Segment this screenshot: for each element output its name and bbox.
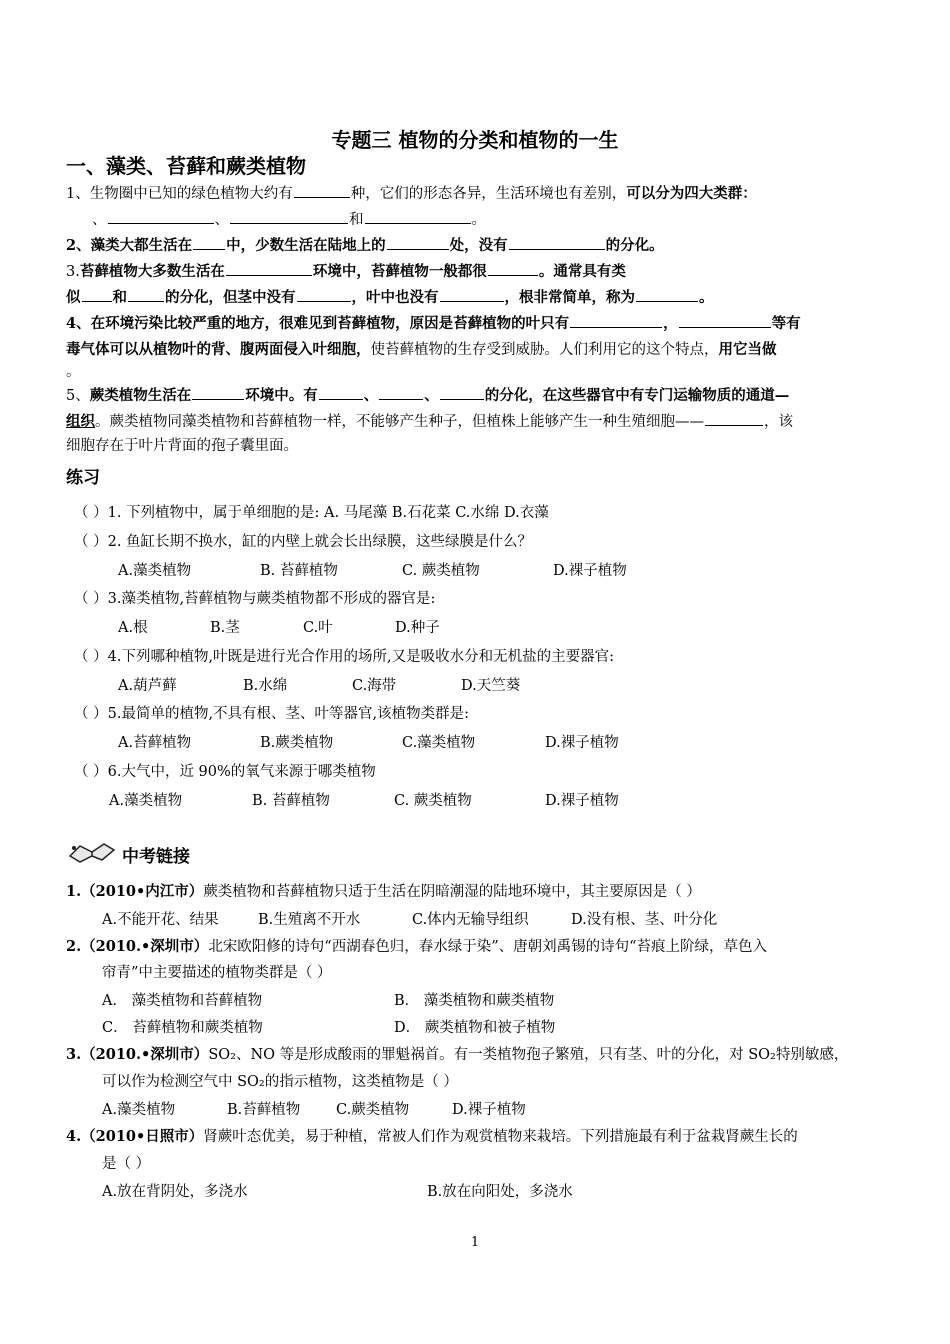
fill-line-3 <box>66 261 886 283</box>
source: 4.（2010•日照市） <box>66 1128 204 1145</box>
question-text: 北宋欧阳修的诗句“西湖春色归，春水绿于染”、唐朝刘禹锡的诗句“苔痕上阶绿，草色入 <box>208 939 768 955</box>
text: 和 <box>349 212 364 228</box>
text: 。 <box>471 212 486 228</box>
blank <box>365 209 471 224</box>
option: C. 蕨类植物 <box>402 563 480 579</box>
text: 用它当做 <box>718 341 777 358</box>
text: 等有 <box>771 315 801 332</box>
option: B.水绵 <box>243 678 288 694</box>
option: B． 藻类植物和蕨类植物 <box>394 993 555 1009</box>
text: ，叶中也没有 <box>351 289 439 306</box>
exam-q2-cont: 帘青”中主要描述的植物类群是（ ） <box>102 965 332 981</box>
text: 。 <box>66 364 81 380</box>
practice-q3: （ ）3.藻类植物,苔藓植物与蕨类植物都不形成的器官是: <box>74 591 436 607</box>
blank <box>387 235 449 250</box>
text: 的分化，但茎中没有 <box>165 289 296 306</box>
option: A.不能开花、结果 <box>102 912 219 928</box>
text: 蕨类植物生活在 <box>89 387 192 404</box>
text: 细胞存在于叶片背面的孢子囊里面。 <box>66 438 298 454</box>
option: B.茎 <box>210 620 240 636</box>
practice-q1: （ ）1. 下列植物中，属于单细胞的是: A. 马尾藻 B.石花菜 C.水绵 D.衣藻 <box>74 505 549 521</box>
fill-line-4b <box>66 339 886 361</box>
option: B.放在向阳处，多浇水 <box>427 1184 573 1200</box>
option: A.藻类植物 <box>118 563 192 579</box>
option: A.根 <box>118 620 148 636</box>
option: A.苔藓植物 <box>118 735 192 751</box>
option: C.海带 <box>352 678 397 694</box>
question-text: 蕨类植物和苔藓植物只适于生活在阴暗潮湿的陆地环境中，其主要原因是（ ） <box>203 884 701 900</box>
fill-line-4c <box>66 361 886 383</box>
section-heading-plants: 一、藻类、苔藓和蕨类植物 <box>66 154 306 178</box>
text: ，根非常简单，称为 <box>504 289 635 306</box>
text: 种，它们的形态各异，生活环境也有差别， <box>350 186 627 202</box>
exam-q4 <box>66 1126 798 1148</box>
blank <box>128 287 164 302</box>
text: ，该 <box>764 414 793 430</box>
option: D.没有根、茎、叶分化 <box>571 912 718 928</box>
option: C.蕨类植物 <box>336 1102 410 1118</box>
option: D.裸子植物 <box>545 735 619 751</box>
option: C.叶 <box>303 620 333 636</box>
blank <box>705 411 763 426</box>
option: C.藻类植物 <box>402 735 476 751</box>
text: ， <box>663 315 678 332</box>
text: 可以分为四大类群： <box>626 185 757 202</box>
text: 。通常具有类 <box>538 263 626 280</box>
practice-q4: （ ）4.下列哪种植物,叶既是进行光合作用的场所,又是吸收水分和无机盐的主要器官: <box>74 649 615 665</box>
exam-link-heading: 中考链接 <box>122 847 190 867</box>
practice-q6: （ ）6.大气中，近 90%的氧气来源于哪类植物 <box>74 764 376 780</box>
text: 使苔藓植物的生存受到威胁。人们利用它的这个特点， <box>370 342 719 358</box>
option: D.裸子植物 <box>545 793 619 809</box>
option: B. 苔藓植物 <box>252 793 330 809</box>
option: C． 苔藓植物和蕨类植物 <box>102 1020 263 1036</box>
text: 的分化，在这些器官中有专门运输物质的通道— <box>484 387 790 404</box>
fill-line-1b <box>92 209 912 231</box>
text: 。 <box>699 289 714 306</box>
blank <box>488 261 538 276</box>
text: 3. <box>66 264 80 280</box>
option: A.葫芦藓 <box>118 678 177 694</box>
option: D.种子 <box>395 620 440 636</box>
blank <box>193 235 225 250</box>
option: C.体内无输导组织 <box>412 912 529 928</box>
blank <box>570 313 662 328</box>
text: 1、生物圈中已知的绿色植物大约有 <box>66 186 293 202</box>
blank <box>509 235 605 250</box>
source: 2.（2010.•深圳市） <box>66 938 209 955</box>
question-text: SO₂、NO 等是形成酸雨的罪魁祸首。有一类植物孢子繁殖，只有茎、叶的分化，对 SO₂特别敏感， <box>208 1047 849 1063</box>
blank <box>82 287 112 302</box>
open-book-icon <box>66 836 118 864</box>
text: 苔藓植物大多数生活在 <box>79 263 225 280</box>
blank <box>636 287 698 302</box>
exam-q3 <box>66 1044 848 1066</box>
blank <box>440 287 504 302</box>
blank <box>192 385 244 400</box>
text: 和 <box>112 289 127 306</box>
exam-q3-cont: 可以作为检测空气中 SO₂的指示植物，这类植物是（ ） <box>102 1074 458 1090</box>
text: 环境中。有 <box>245 387 318 404</box>
fill-line-5c <box>66 435 886 457</box>
fill-line-5b <box>66 411 886 433</box>
practice-q2: （ ）2. 鱼缸长期不换水，缸的内壁上就会长出绿膜，这些绿膜是什么？ <box>74 534 533 550</box>
text: 处，没有 <box>449 237 508 254</box>
fill-line-3b <box>66 287 886 309</box>
option: A． 藻类植物和苔藓植物 <box>102 993 263 1009</box>
text: 的分化。 <box>605 237 664 254</box>
text: 似 <box>66 289 81 306</box>
blank <box>294 183 350 198</box>
blank <box>319 385 363 400</box>
option: C. 蕨类植物 <box>394 793 472 809</box>
option: D.天竺葵 <box>461 678 521 694</box>
fill-line-1 <box>66 183 886 205</box>
option: D.裸子植物 <box>553 563 627 579</box>
text: 组织 <box>66 413 95 430</box>
exam-q2 <box>66 936 767 958</box>
option: A.藻类植物 <box>102 1102 176 1118</box>
page-title: 专题三 植物的分类和植物的一生 <box>331 128 619 152</box>
text: 毒气体可以从植物叶的背、腹两面侵入叶细胞， <box>66 341 371 358</box>
source: 3.（2010.•深圳市） <box>66 1046 209 1063</box>
text: 、 <box>424 387 439 404</box>
option: B. 苔藓植物 <box>260 563 338 579</box>
fill-line-5 <box>66 385 886 407</box>
blank <box>379 385 423 400</box>
text: 环境中，苔藓植物一般都很 <box>312 263 487 280</box>
text: 4、在环境污染比较严重的地方，很难见到苔藓植物，原因是苔藓植物的叶只有 <box>66 315 570 332</box>
blank <box>226 261 312 276</box>
blank <box>440 385 484 400</box>
practice-q5: （ ）5.最简单的植物,不具有根、茎、叶等器官,该植物类群是: <box>74 706 470 722</box>
text: 5、 <box>66 388 90 404</box>
option: B.生殖离不开水 <box>258 912 361 928</box>
page-number: 1 <box>470 1235 480 1250</box>
question-text: 肾蕨叶态优美，易于种植，常被人们作为观赏植物来栽培。下列措施最有利于盆栽肾蕨生长的 <box>203 1129 798 1145</box>
option: D.裸子植物 <box>452 1102 526 1118</box>
option: B.苔藓植物 <box>227 1102 301 1118</box>
option: B.蕨类植物 <box>260 735 334 751</box>
text: 。蕨类植物同藻类植物和苔藓植物一样，不能够产生种子，但植株上能够产生一种生殖细胞—— <box>95 414 704 430</box>
fill-line-4 <box>66 313 886 335</box>
blank <box>679 313 771 328</box>
option: A.藻类植物 <box>109 793 183 809</box>
text: 、 <box>92 212 107 228</box>
option: A.放在背阴处，多浇水 <box>102 1184 248 1200</box>
option: D． 蕨类植物和被子植物 <box>394 1020 556 1036</box>
source: 1.（2010•内江市） <box>66 883 204 900</box>
blank <box>108 209 214 224</box>
fill-line-2 <box>66 235 886 257</box>
blank <box>297 287 351 302</box>
text: 、 <box>214 212 229 228</box>
text: 、 <box>363 387 379 404</box>
text: 2、藻类大都生活在 <box>66 237 193 254</box>
exam-q4-cont: 是（ ） <box>102 1156 151 1172</box>
exam-q1 <box>66 881 701 903</box>
blank <box>230 209 348 224</box>
practice-heading: 练习 <box>66 468 100 488</box>
text: 中，少数生活在陆地上的 <box>226 237 386 254</box>
